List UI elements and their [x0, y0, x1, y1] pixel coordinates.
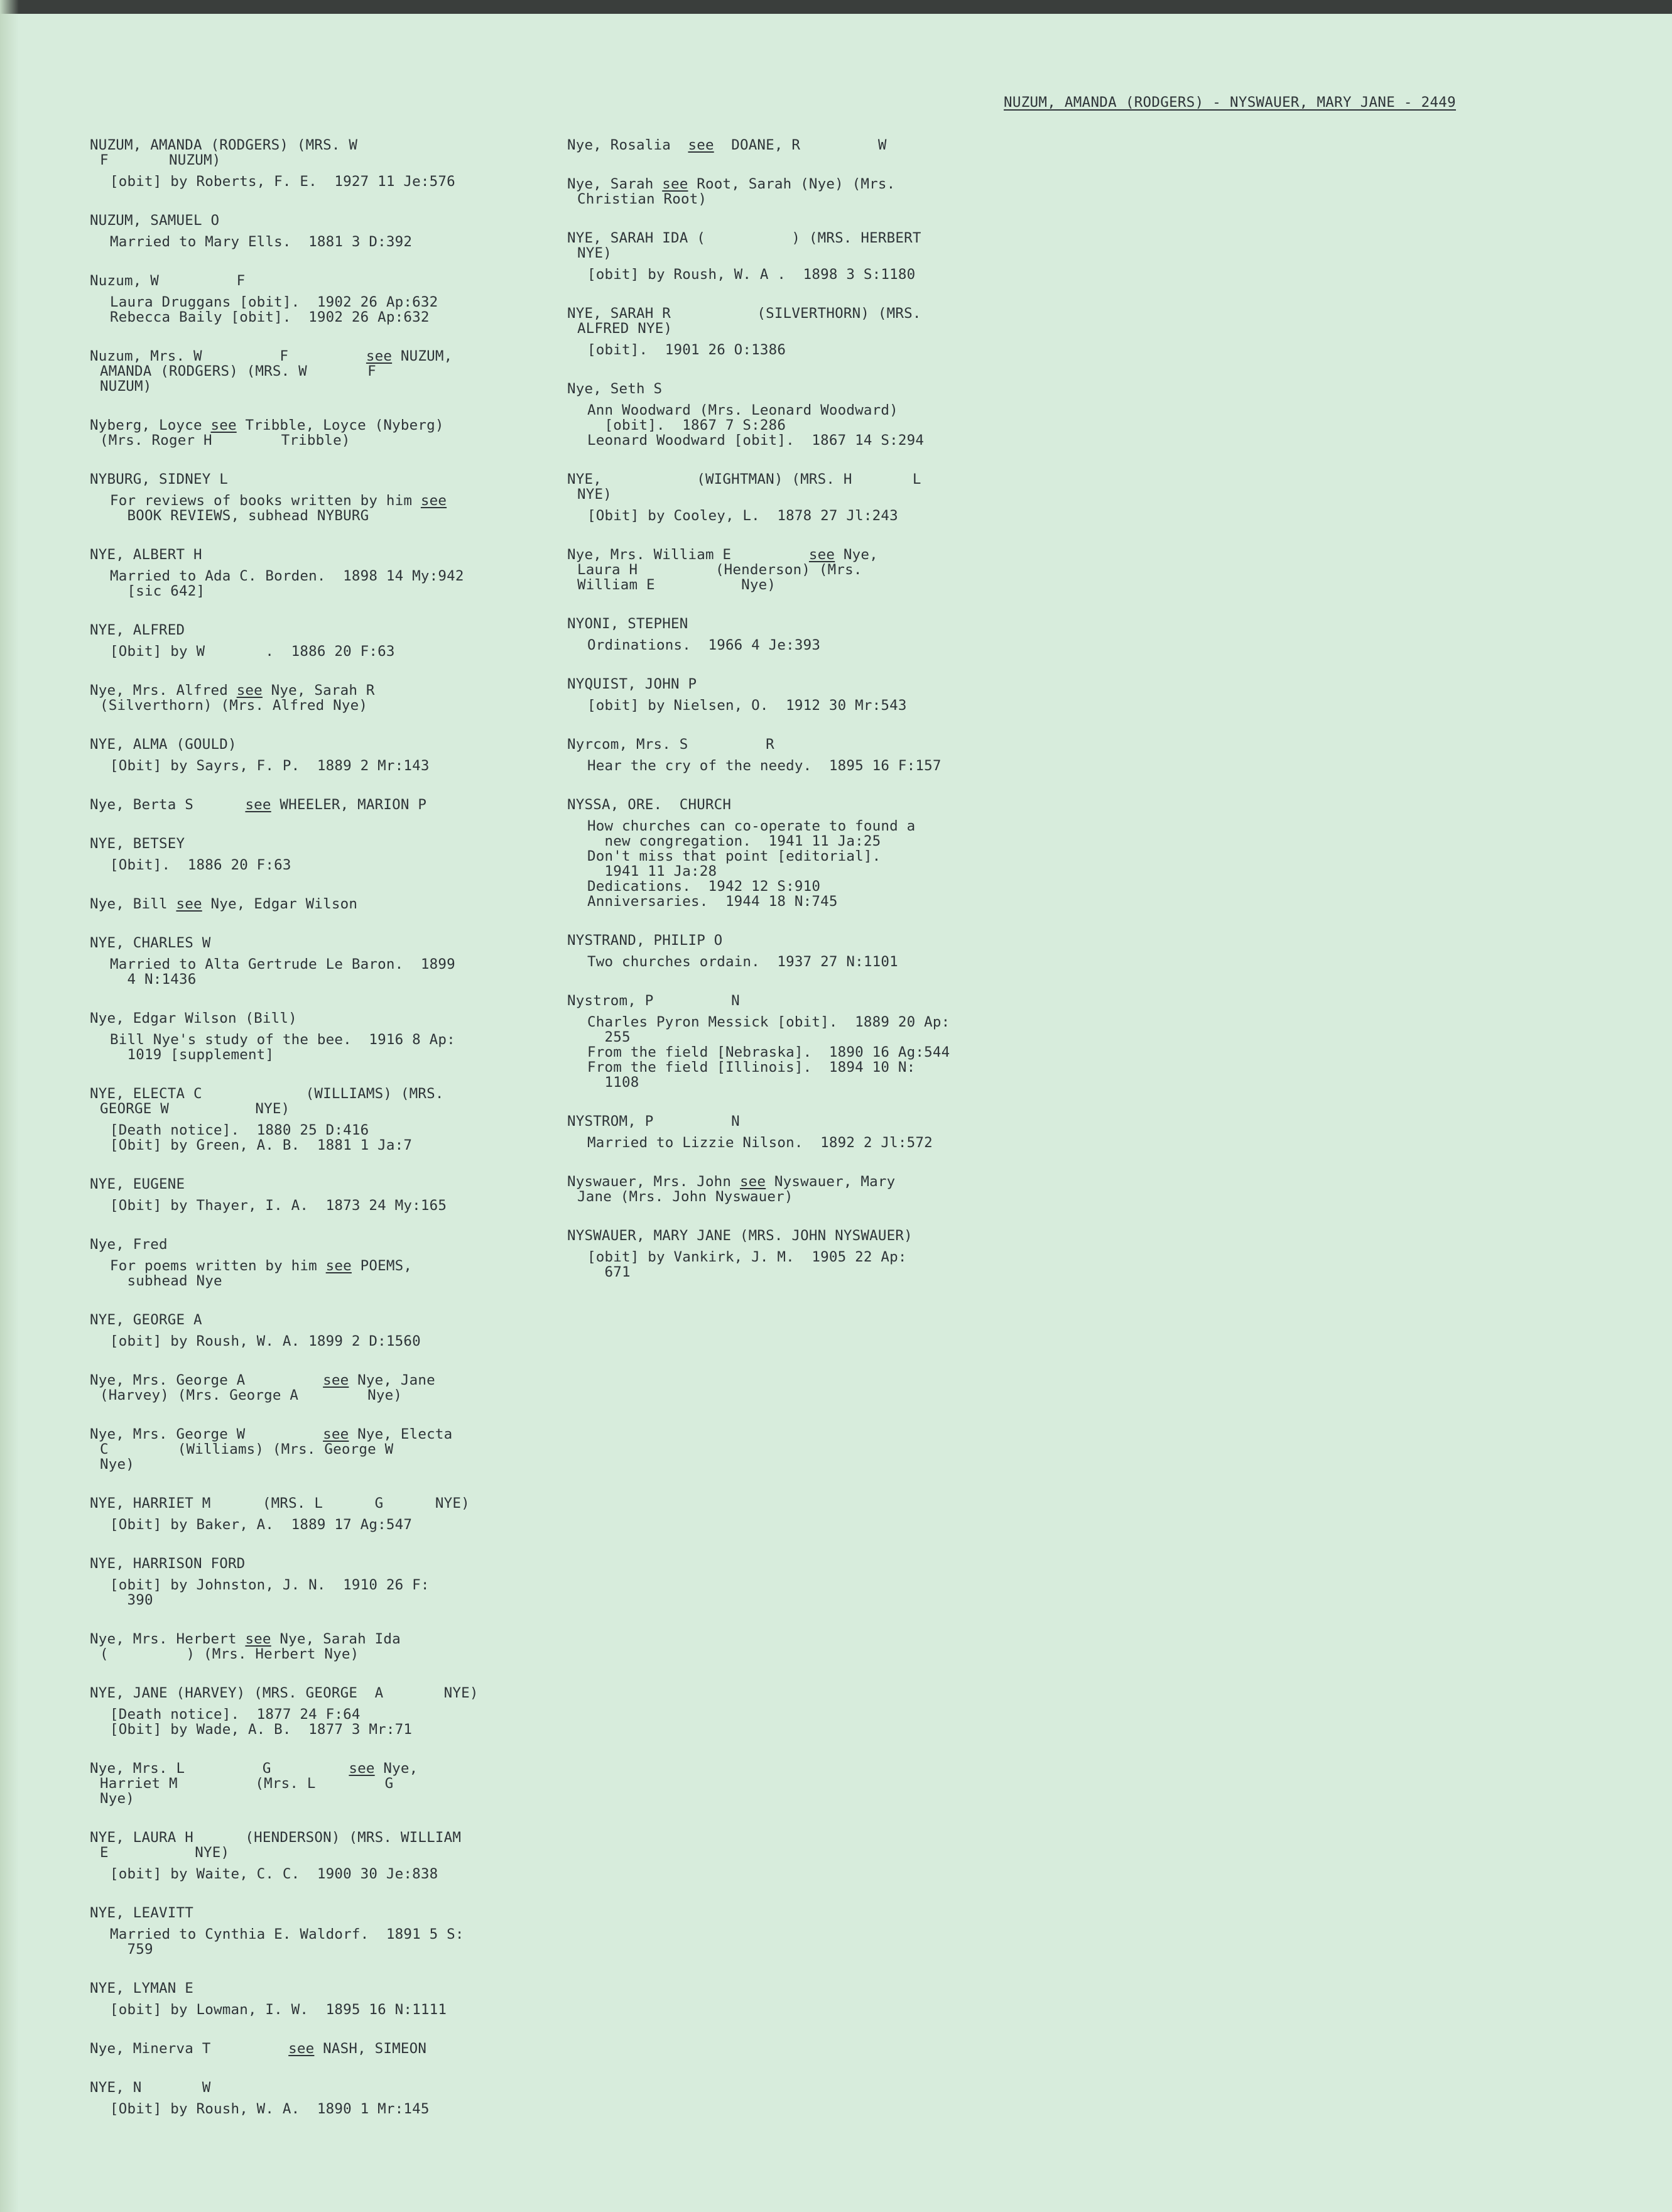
entry-heading: NYE, LEAVITT: [90, 1905, 193, 1921]
index-entry: [90, 1312, 592, 1349]
entry-heading: Nye, Fred: [90, 1236, 168, 1253]
index-entry: [90, 2080, 592, 2117]
entry-citation: BOOK REVIEWS, subhead NYBURG: [110, 508, 369, 524]
entry-citation: 1108: [587, 1074, 639, 1091]
entry-citation: [Obit] by Sayrs, F. P. 1889 2 Mr:143: [110, 758, 430, 774]
see-reference: see: [323, 1372, 349, 1388]
entry-citation: Hear the cry of the needy. 1895 16 F:157: [587, 758, 942, 774]
index-entry: [567, 993, 1070, 1090]
index-entry: [90, 418, 592, 448]
entry-citation: 1019 [supplement]: [110, 1047, 274, 1063]
see-reference: see: [323, 1426, 349, 1442]
entry-citation: Ordinations. 1966 4 Je:393: [587, 637, 821, 653]
entry-heading: Nye, Bill see Nye, Edgar Wilson: [90, 896, 358, 912]
index-column-right: [567, 138, 1070, 1304]
entry-heading: NYQUIST, JOHN P: [567, 676, 697, 692]
see-reference: see: [808, 547, 835, 563]
index-entry: [567, 472, 1070, 523]
index-entry: [90, 935, 592, 987]
entry-heading: Nyswauer, Mrs. John see Nyswauer, Mary: [567, 1174, 896, 1190]
index-entry: [90, 472, 592, 523]
entry-heading: NUZUM, AMANDA (RODGERS) (MRS. W: [90, 137, 358, 153]
entry-heading: C (Williams) (Mrs. George W: [100, 1441, 394, 1457]
index-entry: [90, 1830, 592, 1882]
entry-heading: Nye): [100, 1790, 134, 1807]
entry-citation: How churches can co-operate to found a: [587, 818, 916, 834]
index-entry: [567, 737, 1070, 773]
see-reference: see: [349, 1760, 375, 1777]
entry-heading: Nye, Mrs. L G see Nye,: [90, 1760, 418, 1777]
scan-left-edge: [0, 0, 19, 2212]
entry-heading: NYE): [577, 486, 612, 503]
entry-citation: [obit] by Johnston, J. N. 1910 26 F:: [110, 1577, 430, 1593]
index-entry: [90, 138, 592, 189]
entry-citation: [Obit] by Wade, A. B. 1877 3 Mr:71: [110, 1721, 413, 1738]
entry-citation: new congregation. 1941 11 Ja:25: [587, 833, 881, 849]
index-entry: [567, 677, 1070, 713]
entry-citation: 1941 11 Ja:28: [587, 863, 717, 880]
entry-heading: NYE, ALFRED: [90, 622, 185, 638]
index-entry: [90, 1556, 592, 1608]
entry-heading: NYE, JANE (HARVEY) (MRS. GEORGE A NYE): [90, 1685, 479, 1701]
entry-heading: NYSWAUER, MARY JANE (MRS. JOHN NYSWAUER): [567, 1228, 913, 1244]
entry-heading: Laura H (Henderson) (Mrs.: [577, 562, 862, 578]
entry-heading: (Silverthorn) (Mrs. Alfred Nye): [100, 697, 368, 714]
entry-citation: 671: [587, 1264, 631, 1280]
entry-citation: Bill Nye's study of the bee. 1916 8 Ap:: [110, 1032, 455, 1048]
entry-citation: [Death notice]. 1877 24 F:64: [110, 1706, 361, 1723]
entry-citation: Married to Lizzie Nilson. 1892 2 Jl:572: [587, 1135, 933, 1151]
entry-citation: Two churches ordain. 1937 27 N:1101: [587, 954, 898, 970]
entry-citation: Dedications. 1942 12 S:910: [587, 878, 821, 895]
entry-heading: NUZUM, SAMUEL O: [90, 212, 220, 229]
entry-citation: Married to Ada C. Borden. 1898 14 My:942: [110, 568, 464, 584]
entry-heading: AMANDA (RODGERS) (MRS. W F: [100, 363, 376, 379]
entry-heading: Nye, Edgar Wilson (Bill): [90, 1010, 297, 1027]
entry-heading: Nye, Mrs. Herbert see Nye, Sarah Ida: [90, 1631, 401, 1647]
entry-citation: 390: [110, 1592, 153, 1608]
entry-heading: Nye, Mrs. William E see Nye,: [567, 547, 878, 563]
entry-heading: NYE): [577, 245, 612, 261]
entry-heading: NYE, (WIGHTMAN) (MRS. H L: [567, 471, 921, 488]
entry-citation: [obit] by Waite, C. C. 1900 30 Je:838: [110, 1866, 438, 1882]
see-reference: see: [420, 493, 447, 509]
entry-citation: Don't miss that point [editorial].: [587, 848, 881, 864]
index-entry: [567, 933, 1070, 969]
scan-top-edge: [0, 0, 1672, 14]
entry-citation: For poems written by him see POEMS,: [110, 1258, 413, 1274]
entry-heading: Nuzum, W F: [90, 273, 246, 289]
index-entry: [90, 1905, 592, 1957]
index-entry: [567, 616, 1070, 653]
entry-heading: GEORGE W NYE): [100, 1101, 290, 1117]
entry-heading: NYE, BETSEY: [90, 836, 185, 852]
entry-heading: (Mrs. Roger H Tribble): [100, 432, 350, 449]
index-entry: [90, 1237, 592, 1289]
entry-heading: NYE, SARAH R (SILVERTHORN) (MRS.: [567, 305, 921, 322]
index-entry: [90, 1496, 592, 1532]
entry-heading: Nye, Minerva T see NASH, SIMEON: [90, 2040, 427, 2057]
entry-citation: [Death notice]. 1880 25 D:416: [110, 1122, 369, 1138]
entry-heading: NYBURG, SIDNEY L: [90, 471, 228, 488]
see-reference: see: [688, 137, 714, 153]
index-entry: [90, 1981, 592, 2017]
entry-heading: William E Nye): [577, 577, 776, 593]
see-reference: see: [662, 176, 688, 192]
entry-heading: F NUZUM): [100, 152, 221, 168]
entry-heading: NYE, EUGENE: [90, 1176, 185, 1192]
entry-citation: Leonard Woodward [obit]. 1867 14 S:294: [587, 432, 925, 449]
entry-citation: Married to Cynthia E. Waldorf. 1891 5 S:: [110, 1926, 464, 1942]
entry-citation: [obit] by Lowman, I. W. 1895 16 N:1111: [110, 2002, 447, 2018]
entry-citation: [obit] by Roush, W. A. 1899 2 D:1560: [110, 1333, 421, 1349]
index-entry: [567, 1114, 1070, 1150]
index-entry: [90, 273, 592, 325]
entry-citation: [sic 642]: [110, 583, 205, 599]
entry-citation: [Obit] by Green, A. B. 1881 1 Ja:7: [110, 1137, 413, 1153]
entry-heading: NYE, GEORGE A: [90, 1312, 202, 1328]
entry-heading: ALFRED NYE): [577, 320, 673, 337]
index-entry: [90, 2041, 592, 2056]
entry-heading: NUZUM): [100, 378, 152, 395]
entry-heading: NYONI, STEPHEN: [567, 616, 688, 632]
entry-heading: Nye, Mrs. George A see Nye, Jane: [90, 1372, 435, 1388]
index-entry: [567, 1228, 1070, 1280]
entry-heading: NYE, HARRIET M (MRS. L G NYE): [90, 1495, 470, 1512]
index-entry: [567, 547, 1070, 592]
entry-citation: Married to Mary Ells. 1881 3 D:392: [110, 234, 413, 250]
see-reference: see: [236, 682, 263, 699]
entry-heading: Nye): [100, 1456, 134, 1473]
see-reference: see: [739, 1174, 766, 1190]
index-entry: [90, 1373, 592, 1403]
entry-heading: NYE, CHARLES W: [90, 935, 211, 951]
index-entry: [567, 231, 1070, 282]
entry-citation: From the field [Illinois]. 1894 10 N:: [587, 1059, 916, 1076]
entry-citation: 759: [110, 1941, 153, 1958]
entry-heading: Nye, Sarah see Root, Sarah (Nye) (Mrs.: [567, 176, 896, 192]
entry-heading: NYE, ALBERT H: [90, 547, 202, 563]
index-entry: [90, 1011, 592, 1062]
see-reference: see: [366, 348, 393, 364]
entry-citation: From the field [Nebraska]. 1890 16 Ag:544: [587, 1044, 950, 1060]
entry-heading: (Harvey) (Mrs. George A Nye): [100, 1387, 403, 1403]
entry-citation: subhead Nye: [110, 1273, 222, 1289]
entry-heading: Nystrom, P N: [567, 993, 740, 1009]
entry-heading: Jane (Mrs. John Nyswauer): [577, 1189, 793, 1205]
index-entry: [90, 1686, 592, 1737]
entry-heading: Harriet M (Mrs. L G: [100, 1775, 394, 1792]
entry-citation: For reviews of books written by him see: [110, 493, 447, 509]
entry-citation: [obit]. 1901 26 O:1386: [587, 342, 786, 358]
entry-heading: NYSTRAND, PHILIP O: [567, 932, 723, 949]
entry-citation: [obit] by Nielsen, O. 1912 30 Mr:543: [587, 697, 907, 714]
entry-heading: NYE, HARRISON FORD: [90, 1555, 246, 1572]
entry-citation: Laura Druggans [obit]. 1902 26 Ap:632: [110, 294, 438, 310]
entry-heading: Nye, Mrs. George W see Nye, Electa: [90, 1426, 453, 1442]
entry-citation: [obit] by Roush, W. A . 1898 3 S:1180: [587, 266, 916, 283]
index-entry: [90, 1177, 592, 1213]
index-entry: [90, 547, 592, 599]
index-entry: [567, 797, 1070, 909]
index-column-left: [90, 138, 592, 2140]
index-entry: [90, 213, 592, 249]
entry-heading: Nye, Berta S see WHEELER, MARION P: [90, 797, 427, 813]
entry-heading: Nye, Mrs. Alfred see Nye, Sarah R: [90, 682, 375, 699]
index-entry: [567, 177, 1070, 207]
entry-heading: Christian Root): [577, 191, 707, 207]
entry-citation: [Obit] by Baker, A. 1889 17 Ag:547: [110, 1517, 413, 1533]
index-entry: [90, 623, 592, 659]
entry-heading: Nyberg, Loyce see Tribble, Loyce (Nyberg): [90, 417, 444, 433]
index-entry: [90, 737, 592, 773]
entry-citation: [obit]. 1867 7 S:286: [587, 417, 786, 433]
index-entry: [90, 1427, 592, 1472]
entry-heading: Nye, Seth S: [567, 381, 663, 397]
entry-heading: NYE, N W: [90, 2079, 211, 2096]
entry-citation: Anniversaries. 1944 18 N:745: [587, 893, 838, 910]
entry-heading: NYE, LAURA H (HENDERSON) (MRS. WILLIAM: [90, 1829, 462, 1846]
see-reference: see: [245, 797, 271, 813]
entry-heading: ( ) (Mrs. Herbert Nye): [100, 1646, 359, 1662]
index-entry: [90, 1086, 592, 1153]
index-entry: [567, 306, 1070, 357]
entry-heading: NYSTROM, P N: [567, 1113, 740, 1130]
index-entry: [90, 797, 592, 812]
entry-heading: NYE, LYMAN E: [90, 1980, 193, 1997]
index-entry: [90, 1761, 592, 1806]
entry-heading: NYE, ALMA (GOULD): [90, 736, 237, 753]
index-entry: [90, 1632, 592, 1662]
entry-citation: 4 N:1436: [110, 971, 197, 988]
index-entry: [90, 349, 592, 394]
entry-heading: NYE, SARAH IDA ( ) (MRS. HERBERT: [567, 230, 921, 246]
entry-citation: [Obit] by Cooley, L. 1878 27 Jl:243: [587, 508, 898, 524]
see-reference: see: [176, 896, 202, 912]
entry-heading: Nyrcom, Mrs. S R: [567, 736, 774, 753]
see-reference: see: [210, 417, 237, 433]
entry-heading: E NYE): [100, 1844, 230, 1861]
entry-citation: Rebecca Baily [obit]. 1902 26 Ap:632: [110, 309, 430, 325]
entry-citation: [Obit] by Roush, W. A. 1890 1 Mr:145: [110, 2101, 430, 2117]
see-reference: see: [325, 1258, 352, 1274]
entry-citation: Charles Pyron Messick [obit]. 1889 20 Ap:: [587, 1014, 950, 1030]
entry-heading: NYE, ELECTA C (WILLIAMS) (MRS.: [90, 1086, 444, 1102]
index-entry: [90, 836, 592, 873]
entry-citation: [Obit]. 1886 20 F:63: [110, 857, 291, 873]
index-entry: [567, 381, 1070, 448]
index-entry: [90, 683, 592, 713]
entry-citation: Ann Woodward (Mrs. Leonard Woodward): [587, 402, 898, 418]
entry-citation: [obit] by Vankirk, J. M. 1905 22 Ap:: [587, 1249, 907, 1265]
entry-citation: 255: [587, 1029, 631, 1045]
see-reference: see: [288, 2040, 315, 2057]
entry-citation: Married to Alta Gertrude Le Baron. 1899: [110, 956, 455, 973]
page-header: NUZUM, AMANDA (RODGERS) - NYSWAUER, MARY JANE - 2449: [1004, 94, 1456, 111]
entry-citation: [Obit] by Thayer, I. A. 1873 24 My:165: [110, 1197, 447, 1214]
entry-citation: [Obit] by W . 1886 20 F:63: [110, 643, 395, 660]
index-entry: [567, 138, 1070, 153]
see-reference: see: [245, 1631, 271, 1647]
entry-heading: Nye, Rosalia see DOANE, R W: [567, 137, 887, 153]
entry-heading: Nuzum, Mrs. W F see NUZUM,: [90, 348, 453, 364]
entry-heading: NYSSA, ORE. CHURCH: [567, 797, 732, 813]
index-entry: [567, 1174, 1070, 1204]
index-entry: [90, 896, 592, 912]
entry-citation: [obit] by Roberts, F. E. 1927 11 Je:576: [110, 173, 455, 190]
